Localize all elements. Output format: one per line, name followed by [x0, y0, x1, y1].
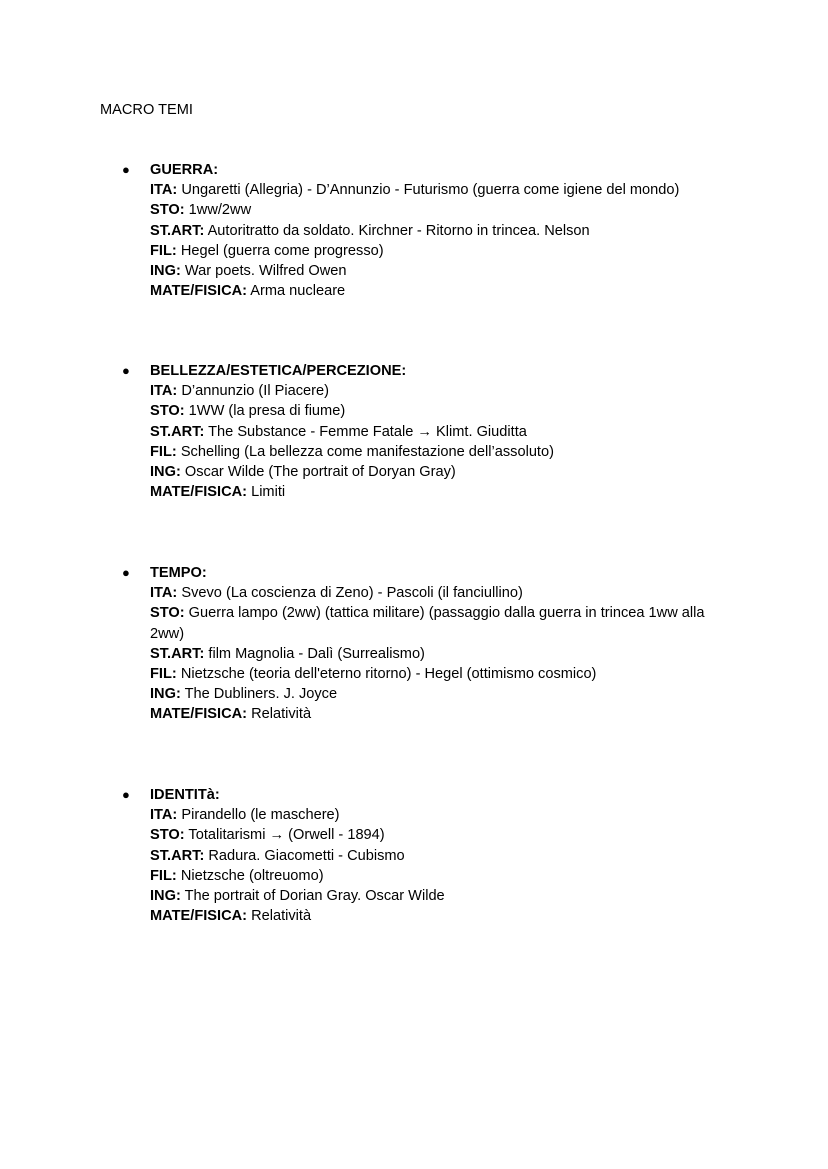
row-start: [150, 422, 720, 442]
row-text: Guerra lampo (2ww) (tattica militare) (passaggio dalla guerra in trincea 1ww alla 2ww): [150, 605, 705, 642]
bullet-icon: ●: [122, 162, 130, 177]
row-label: ITA:: [150, 182, 178, 199]
row-text: Limiti: [251, 484, 286, 501]
row-text: The Substance - Femme Fatale → Klimt. Giuditta: [208, 423, 527, 440]
section-tempo: [122, 563, 720, 725]
row-text: Arma nucleare: [250, 283, 346, 300]
row-text: 1WW (la presa di fiume): [188, 403, 346, 420]
row-text: D’annunzio (Il Piacere): [181, 383, 329, 400]
row-label: MATE/FISICA:: [150, 283, 248, 300]
row-ita: [150, 583, 720, 603]
section-guerra: [122, 160, 720, 301]
section-heading: GUERRA:: [150, 162, 219, 178]
row-ing: [150, 886, 720, 906]
bullet-icon: ●: [122, 363, 130, 378]
row-start: [150, 846, 720, 866]
section-identita: [122, 785, 720, 926]
row-start: [150, 644, 720, 664]
row-label: FIL:: [150, 867, 177, 884]
row-label: STO:: [150, 403, 185, 420]
row-label: ITA:: [150, 807, 178, 824]
section-heading: TEMPO:: [150, 565, 207, 581]
row-ing: [150, 261, 720, 281]
row-label: MATE/FISICA:: [150, 484, 248, 501]
row-label: ING:: [150, 888, 181, 905]
row-text: Oscar Wilde (The portrait of Doryan Gray): [184, 464, 456, 481]
row-sto: [150, 200, 720, 220]
row-text: Pirandello (le maschere): [181, 807, 340, 824]
bullet-icon: ●: [122, 565, 130, 580]
row-text: Ungaretti (Allegria) - D’Annunzio - Futurismo (guerra come igiene del mondo): [181, 182, 680, 199]
row-fil: [150, 442, 720, 462]
row-fil: [150, 866, 720, 886]
row-label: ITA:: [150, 383, 178, 400]
row-sto: [150, 825, 720, 845]
row-sto: [150, 603, 720, 643]
row-ing: [150, 684, 720, 704]
row-label: ING:: [150, 686, 181, 703]
row-start: [150, 221, 720, 241]
row-ing: [150, 462, 720, 482]
row-ita: [150, 180, 720, 200]
row-label: FIL:: [150, 443, 177, 460]
row-label: FIL:: [150, 242, 177, 259]
row-text: The portrait of Dorian Gray. Oscar Wilde: [184, 888, 445, 905]
row-text: Autoritratto da soldato. Kirchner - Ritorno in trincea. Nelson: [207, 222, 590, 239]
row-text: The Dubliners. J. Joyce: [184, 686, 338, 703]
row-label: ING:: [150, 263, 181, 280]
section-heading: BELLEZZA/ESTETICA/PERCEZIONE:: [150, 363, 407, 379]
row-text: Nietzsche (teoria dell'eterno ritorno) - Hegel (ottimismo cosmico): [180, 666, 597, 683]
row-label: ST.ART:: [150, 423, 205, 440]
row-matefisica: [150, 281, 720, 301]
row-text: Relatività: [251, 706, 312, 723]
bullet-icon: ●: [122, 787, 130, 802]
row-label: ST.ART:: [150, 645, 205, 662]
row-text: War poets. Wilfred Owen: [184, 263, 347, 280]
row-fil: [150, 241, 720, 261]
row-text: Radura. Giacometti - Cubismo: [208, 847, 405, 864]
row-label: ITA:: [150, 585, 178, 602]
section-heading: IDENTITà:: [150, 787, 220, 803]
row-label: FIL:: [150, 666, 177, 683]
row-text: Totalitarismi → (Orwell - 1894): [188, 827, 385, 844]
row-label: STO:: [150, 827, 185, 844]
page-title: MACRO TEMI: [100, 102, 193, 118]
row-matefisica: [150, 482, 720, 502]
row-label: STO:: [150, 202, 185, 219]
row-ita: [150, 381, 720, 401]
row-fil: [150, 664, 720, 684]
row-matefisica: [150, 704, 720, 724]
row-text: 1ww/2ww: [188, 202, 252, 219]
row-text: Nietzsche (oltreuomo): [180, 867, 324, 884]
row-label: STO:: [150, 605, 185, 622]
row-text: film Magnolia - Dalì (Surrealismo): [208, 645, 425, 662]
row-text: Relatività: [251, 908, 312, 925]
row-text: Svevo (La coscienza di Zeno) - Pascoli (il fanciullino): [181, 585, 523, 602]
row-label: ST.ART:: [150, 222, 205, 239]
row-label: MATE/FISICA:: [150, 908, 248, 925]
row-sto: [150, 401, 720, 421]
row-ita: [150, 805, 720, 825]
row-label: MATE/FISICA:: [150, 706, 248, 723]
row-text: Schelling (La bellezza come manifestazione dell’assoluto): [180, 443, 554, 460]
row-label: ING:: [150, 464, 181, 481]
section-bellezza: [122, 361, 720, 502]
row-label: ST.ART:: [150, 847, 205, 864]
row-matefisica: [150, 906, 720, 926]
row-text: Hegel (guerra come progresso): [180, 242, 384, 259]
